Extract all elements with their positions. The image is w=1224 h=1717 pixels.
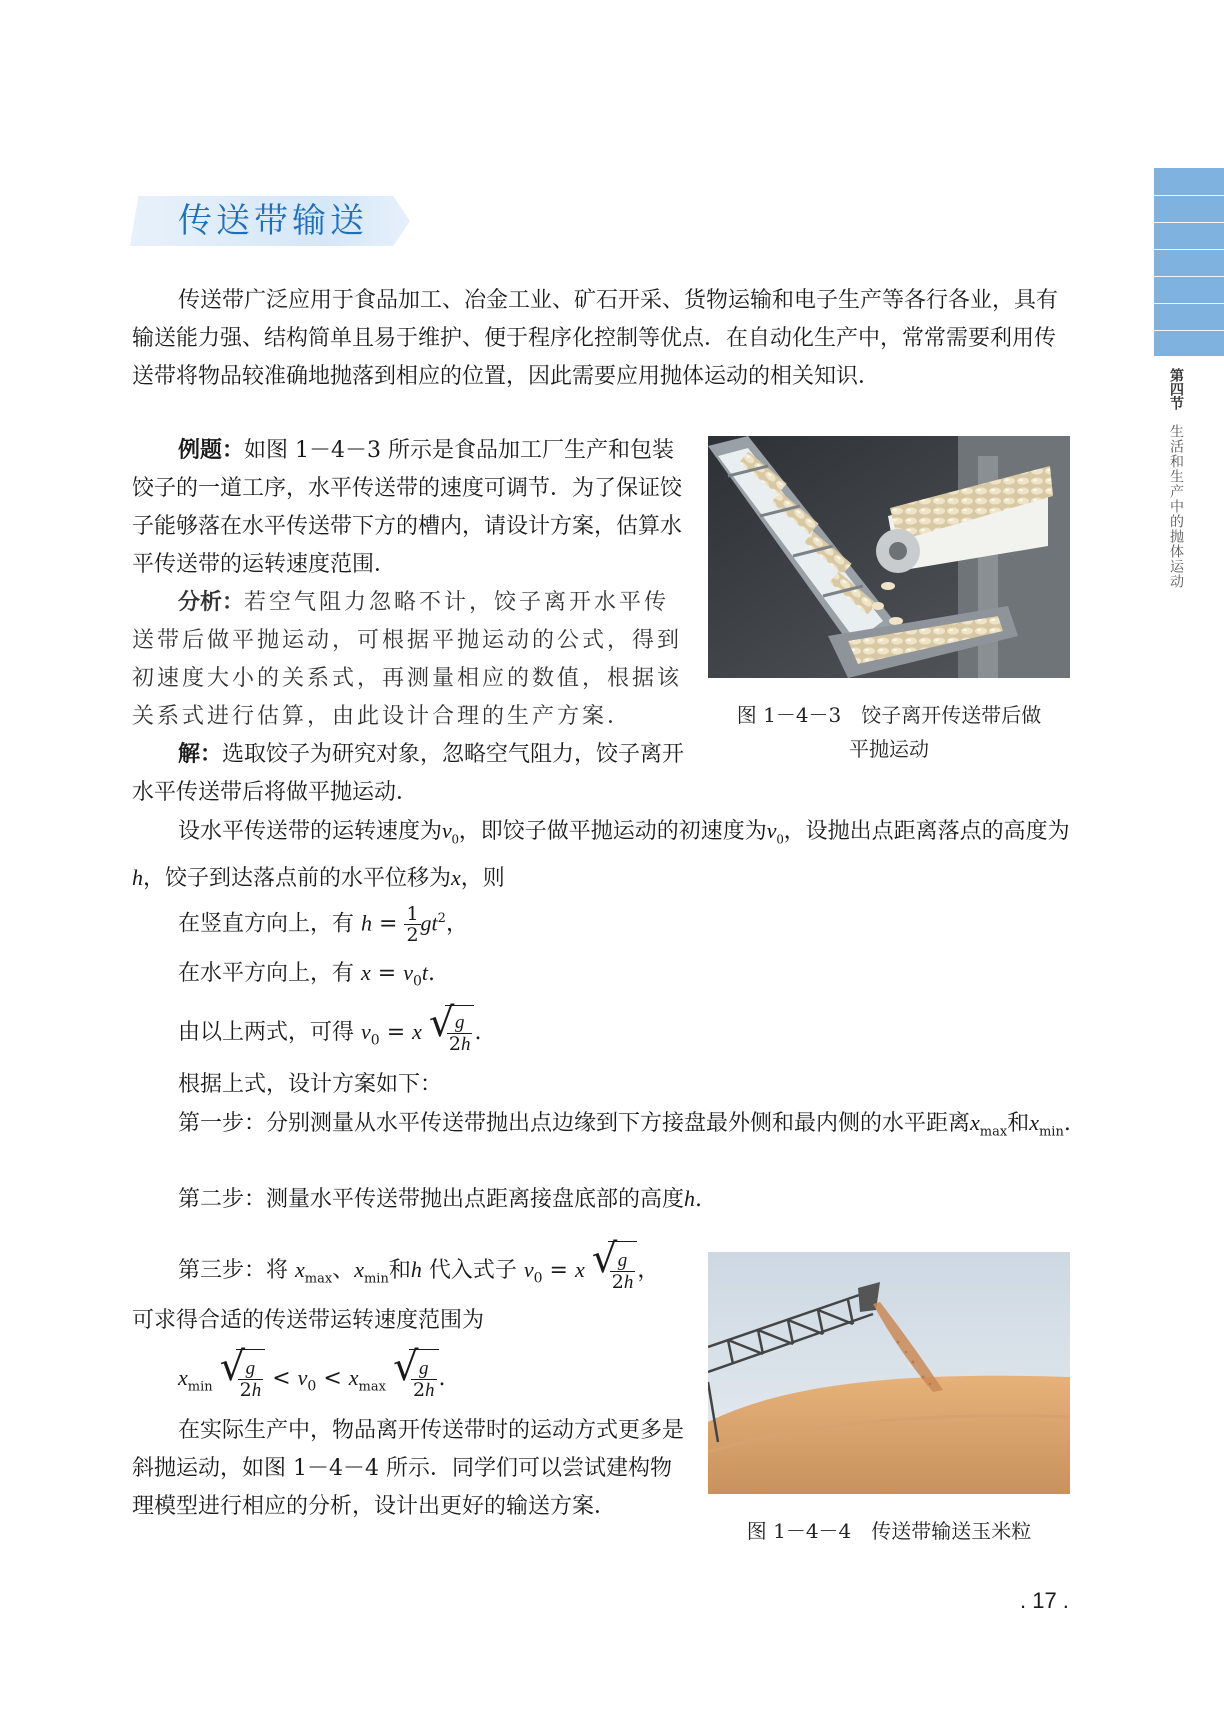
step-3: 第三步：将 $x_{max}$、$x_{min}$和h 代入式子 $v_0 = x$ √ $\frac{g}{2h}$ ， bbox=[178, 1240, 698, 1300]
page-number: . 17 . bbox=[1020, 1588, 1069, 1613]
var-v0: $v_0$ bbox=[442, 818, 459, 848]
step3-sep: 、 bbox=[332, 1258, 355, 1283]
figure-dumpling-conveyor bbox=[708, 436, 1070, 678]
step2-text: 第二步：测量水平传送带抛出点距离接盘底部的高度 bbox=[178, 1187, 685, 1212]
step1-and: 和 bbox=[1007, 1111, 1030, 1136]
setup-text-d: ，饺子到达落点前的水平位移为 bbox=[143, 866, 452, 892]
side-section-label: 第四节 bbox=[1168, 368, 1184, 410]
var-v0: $v_0$ bbox=[766, 818, 784, 848]
closing-paragraph: 在实际生产中，物品离开传送带时的运动方式更多是斜抛运动，如图 1－4－4 所示．同学们可以尝试建构物理模型进行相应的分析，设计出更好的输送方案． bbox=[132, 1418, 685, 1519]
example-text: 如图 1－4－3 所示是食品加工厂生产和包装饺子的一道工序，水平传送带的速度可调节．为了保证饺子能够落在水平传送带下方的槽内，请设计方案，估算水平传送带的运转速度范围． bbox=[132, 438, 683, 577]
analysis-text: 若空气阻力忽略不计，饺子离开水平传送带后做平抛运动，可根据平抛运动的公式，得到初速度大小的关系式，再测量相应的数值，根据该关系式进行估算，由此设计合理的生产方案． bbox=[132, 590, 683, 729]
analysis-label: 分析： bbox=[178, 590, 245, 615]
corn-conveyor-illustration bbox=[708, 1252, 1070, 1494]
setup-paragraph bbox=[132, 812, 1072, 898]
equation-v0: 由以上两式，可得 $v_0 = x$ √ $\frac{g}{2h}$ . bbox=[178, 1004, 481, 1060]
step3-and: 和 bbox=[388, 1258, 411, 1283]
var-x: x bbox=[451, 865, 461, 891]
eq2-prefix: 在水平方向上，有 bbox=[178, 961, 355, 986]
example-paragraph bbox=[132, 432, 688, 584]
equation-horizontal: 在水平方向上，有 $x = v_0t$. bbox=[178, 960, 436, 990]
caption-line-2: 平抛运动 bbox=[849, 737, 929, 761]
step-2: 第二步：测量水平传送带抛出点距离接盘底部的高度h. bbox=[178, 1186, 703, 1212]
dumpling-conveyor-illustration bbox=[708, 436, 1070, 678]
figure-1-4-4-caption: 图 1－4－4 传送带输送玉米粒 bbox=[746, 1519, 1032, 1543]
step1-text: 第一步：分别测量从水平传送带抛出点边缘到下方接盘最外侧和最内侧的水平距离 bbox=[178, 1111, 971, 1136]
intro-paragraph: 传送带广泛应用于食品加工、冶金工业、矿石开采、货物运输和电子生产等各行各业，具有输送能力强、结构简单且易于维护、便于程序化控制等优点．在自动化生产中，常常需要利用传送带将物品较准确地抛落到相应的位置，因此需要应用抛体运动的相关知识． bbox=[132, 288, 1059, 389]
setup-text-c: ，设抛出点距离落点的高度为 bbox=[783, 819, 1070, 844]
caption-line-1: 图 1－4－3 饺子离开传送带后做 bbox=[736, 703, 1042, 727]
side-chapter-label: 生活和生产中的抛体运动 bbox=[1168, 424, 1184, 589]
eq1-prefix: 在竖直方向上，有 bbox=[178, 911, 355, 937]
side-tab bbox=[1154, 168, 1224, 356]
step3-text-b: 代入式子 bbox=[428, 1258, 517, 1283]
eq3-prefix: 由以上两式，可得 bbox=[178, 1020, 355, 1045]
equation-vertical: 在竖直方向上，有 h = $\frac{1}{2}$ $gt^2$， bbox=[178, 902, 468, 946]
analysis-paragraph bbox=[132, 584, 688, 736]
setup-text-a: 设水平传送带的运转速度为 bbox=[178, 819, 443, 844]
section-title-banner bbox=[130, 196, 410, 246]
plan-intro: 根据上式，设计方案如下： bbox=[178, 1072, 443, 1097]
figure-1-4-3-caption bbox=[708, 698, 1070, 766]
example-label: 例题： bbox=[178, 438, 245, 463]
figure-corn-conveyor bbox=[708, 1252, 1070, 1494]
solution-label: 解： bbox=[178, 742, 223, 767]
section-title: 传送带输送 bbox=[178, 201, 368, 241]
solution-paragraph bbox=[132, 736, 688, 812]
var-h: h bbox=[132, 865, 143, 891]
solution-text: 选取饺子为研究对象，忽略空气阻力，饺子离开水平传送带后将做平抛运动． bbox=[132, 742, 685, 805]
setup-text-e: ，则 bbox=[460, 866, 505, 892]
speed-range-inequality: $x_{min}$ √ $\frac{g}{2h}$ < $v_0 < x_{max}$ √ $\frac{g}{2h}$ . bbox=[178, 1348, 446, 1408]
step3-result: 可求得合适的传送带运转速度范围为 bbox=[132, 1308, 485, 1333]
setup-text-b: ，即饺子做平抛运动的初速度为 bbox=[458, 819, 767, 844]
step-1: 第一步：分别测量从水平传送带抛出点边缘到下方接盘最外侧和最内侧的水平距离$x_{max}$和$x_{min}$. bbox=[178, 1110, 1071, 1140]
step3-text-a: 第三步：将 bbox=[178, 1258, 289, 1283]
